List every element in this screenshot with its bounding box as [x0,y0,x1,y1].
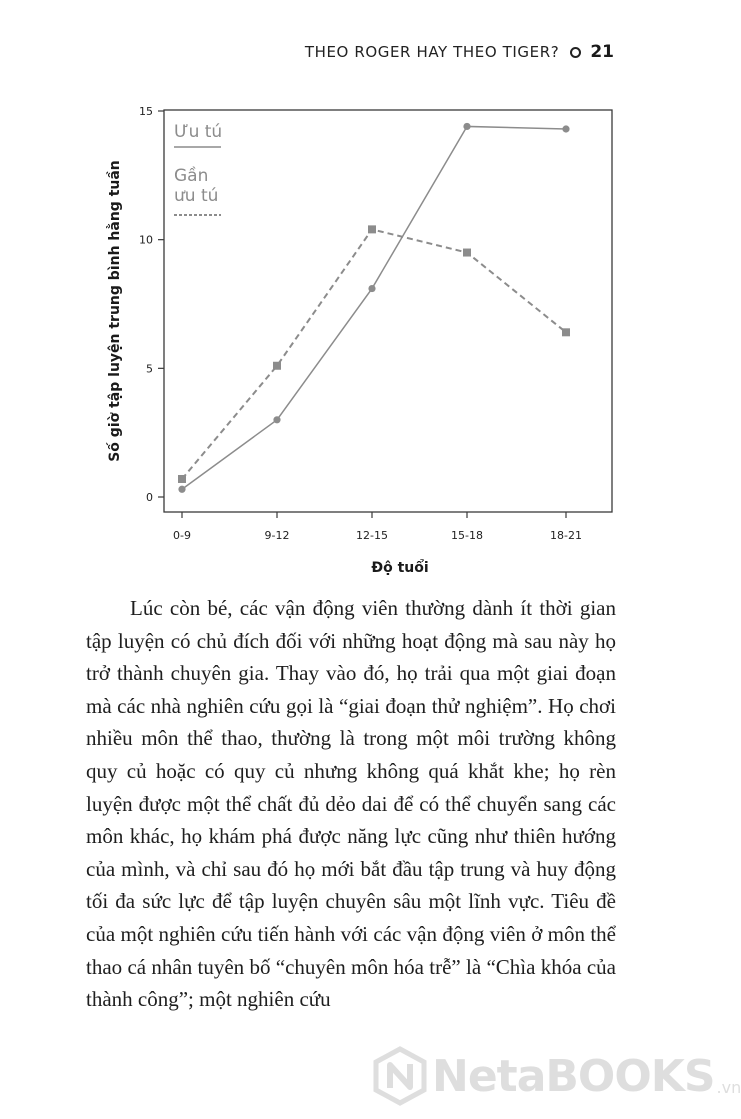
data-point-square [368,225,376,233]
data-point-square [178,475,186,483]
page-number: 21 [590,42,614,62]
line-chart [0,0,700,590]
y-tick-label: 15 [139,105,153,118]
x-tick-label: 0-9 [173,529,191,542]
running-title: THEO ROGER HAY THEO TIGER? [304,43,560,61]
n-hexagon-logo-icon [372,1046,428,1106]
data-point-circle [273,416,280,423]
watermark-text: NetaBOOKS [432,1050,715,1102]
body-text [86,592,616,1016]
data-point-circle [178,486,185,493]
body-paragraph: Lúc còn bé, các vận động viên thường dành ít thời gian tập luyện có chủ đích đối với những hoạt động mà sau này họ trở thành chuyên gia. Thay vào đó, họ trải qua một giai đoạn mà các nhà nghiên cứu gọi là “giai đoạn thử nghiệm”. Họ chơi nhiều môn thể thao, thường là trong một môi trường không quy củ hoặc có quy củ nhưng không quá khắt khe; họ rèn luyện được một thể chất đủ dẻo dai để có thể chuyển sang các môn khác, họ khám phá được năng lực cũng như thiên hướng của mình, và chỉ sau đó họ mới bắt đầu tập trung và huy động tối đa sức lực để tập luyện chuyên sâu một lĩnh vực. Tiêu đề của một nghiên cứu tiến hành với các vận động viên ở môn thể thao cá nhân tuyên bố “chuyên môn hóa trễ” là “Chìa khóa của thành công”; một nghiên cứu [86,596,616,1012]
y-axis-label: Số giờ tập luyện trung bình hằng tuần [107,160,123,462]
x-axis-label: Độ tuổi [371,560,429,576]
y-tick-label: 10 [139,233,153,247]
x-tick-label: 9-12 [264,529,290,542]
x-tick-label: 15-18 [451,529,483,542]
x-tick-label: 12-15 [356,529,388,542]
y-tick-label: 5 [146,362,153,376]
plot-frame [164,110,612,512]
data-point-circle [368,285,375,292]
legend-label-solid: Ưu tú [174,122,223,142]
data-point-circle [463,123,470,130]
watermark [372,1046,741,1106]
y-tick-label: 0 [146,491,153,504]
series-line [182,126,566,489]
data-point-square [463,249,471,257]
legend-label-dashed: Gần [174,166,209,186]
series-line [182,229,566,479]
data-point-circle [562,125,569,132]
x-tick-label: 18-21 [550,529,582,542]
data-point-square [562,328,570,336]
legend-label-dashed: ưu tú [174,186,219,206]
watermark-suffix: .vn [716,1077,741,1097]
data-point-square [273,362,281,370]
